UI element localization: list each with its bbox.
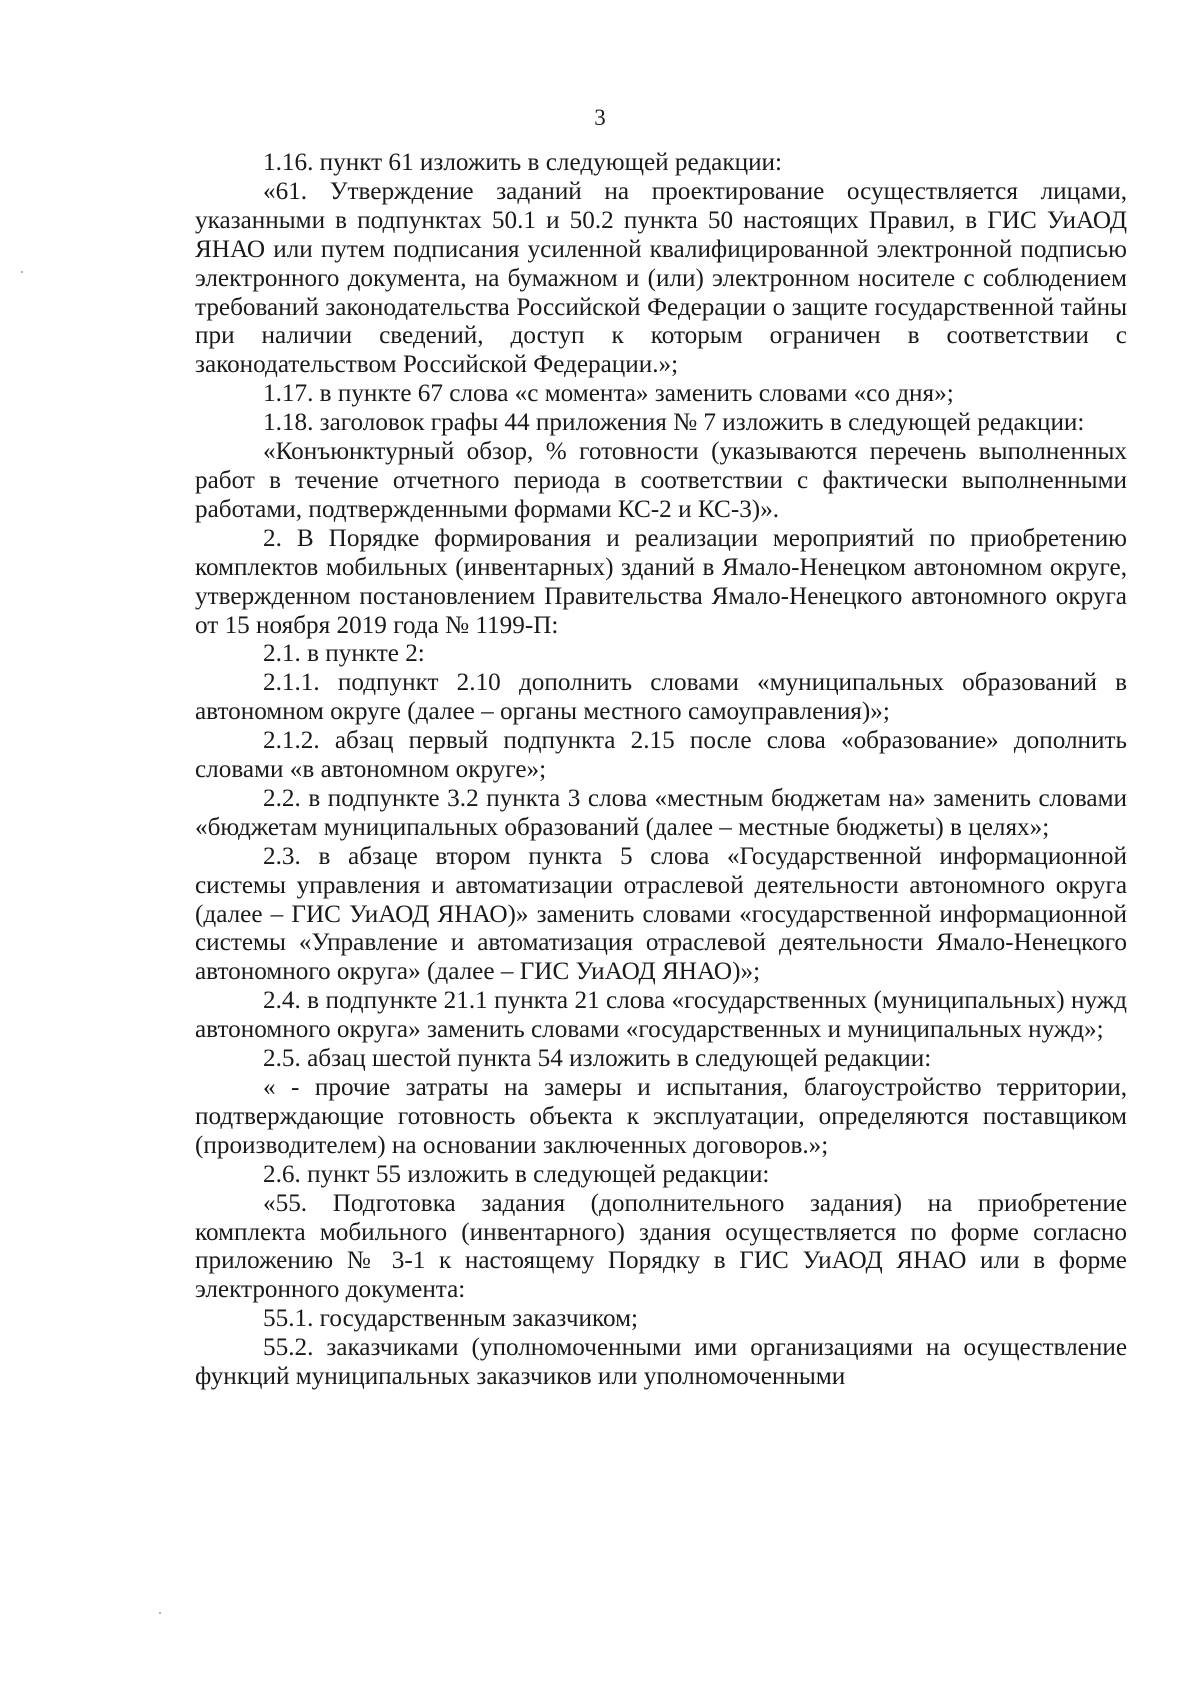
paragraph-1-16: 1.16. пункт 61 изложить в следующей редакции: (263, 149, 783, 176)
paragraph-2-1: 2.1. в пункте 2: (263, 640, 425, 668)
document-body (195, 149, 1127, 1392)
paragraph-2-4: 2.4. в подпункте 21.1 пункта 21 слова «государственных (муниципальных) нужд автономного округа» заменить словами «государственных и муниципальных нужд»; (195, 987, 1127, 1044)
scan-speck (21, 271, 23, 273)
paragraph-2-5: 2.5. абзац шестой пункта 54 изложить в следующей редакции: (263, 1045, 932, 1073)
paragraph-2-1-1: 2.1.1. подпункт 2.10 дополнить словами «муниципальных образований в автономном округе (далее – органы местного самоуправления)»; (195, 669, 1127, 726)
paragraph-2: 2. В Порядке формирования и реализации мероприятий по приобретению комплектов мобильных (инвентарных) зданий в Ямало-Ненецком автономном округе, утвержденном постановлением Правительства Ямало-Ненецкого автономного округа от 15 ноября 2019 года № 1199-П: (195, 524, 1127, 639)
paragraph-55-text: «55. Подготовка задания (дополнительного задания) на приобретение комплекта мобильного (инвентарного) здания осуществляется по форме согласно приложению № 3-1 к настоящему Порядку в ГИС УиАОД ЯНАО или в форме электронного документа: (195, 1189, 1127, 1304)
paragraph-1-18: 1.18. заголовок графы 44 приложения № 7 изложить в следующей редакции: (263, 409, 1085, 437)
paragraph-column-44-title: «Конъюнктурный обзор, % готовности (указываются перечень выполненных работ в течение отчетного периода в соответствии с фактически выполненными работами, подтвержденными формами КС-2 и КС-3)». (195, 438, 1127, 523)
paragraph-61-text: «61. Утверждение заданий на проектирование осуществляется лицами, указанными в подпунктах 50.1 и 50.2 пункта 50 настоящих Правил, в ГИС УиАОД ЯНАО или путем подписания усиленной квалифицированной электронной подписью электронного документа, на бумажном и (или) электронном носителе с соблюдением требований законодательства Российской Федерации о защите государственной тайны при наличии сведений, доступ к которым ограничен в соответствии с законодательством Российской Федерации.»; (195, 177, 1127, 379)
paragraph-2-1-2: 2.1.2. абзац первый подпункта 2.15 после слова «образование» дополнить словами «в автономном округе»; (195, 727, 1127, 784)
paragraph-2-2: 2.2. в подпункте 3.2 пункта 3 слова «местным бюджетам на» заменить словами «бюджетам муниципальных образований (далее – местные бюджеты) в целях»; (195, 784, 1127, 841)
page-number: 3 (594, 105, 606, 130)
paragraph-2-6: 2.6. пункт 55 изложить в следующей редакции: (263, 1160, 770, 1188)
scan-speck (159, 1612, 161, 1614)
paragraph-2-3: 2.3. в абзаце втором пункта 5 слова «Государственной информационной системы управления и автоматизации отраслевой деятельности автономного округа (далее – ГИС УиАОД ЯНАО)» заменить словами «государственной информационной системы «Управление и автоматизация отраслевой деятельности Ямало-Ненецкого автономного округа» (далее – ГИС УиАОД ЯНАО)»; (195, 842, 1127, 986)
paragraph-54-text: « - прочие затраты на замеры и испытания, благоустройство территории, подтверждающие готовность объекта к эксплуатации, определяются поставщиком (производителем) на основании заключенных договоров.»; (195, 1074, 1127, 1159)
paragraph-55-2: 55.2. заказчиками (уполномоченными ими организациями на осуществление функций муниципальных заказчиков или уполномоченными (195, 1334, 1127, 1391)
paragraph-55-1: 55.1. государственным заказчиком; (263, 1305, 639, 1333)
paragraph-1-17: 1.17. в пункте 67 слова «с момента» заменить словами «со дня»; (263, 380, 954, 408)
